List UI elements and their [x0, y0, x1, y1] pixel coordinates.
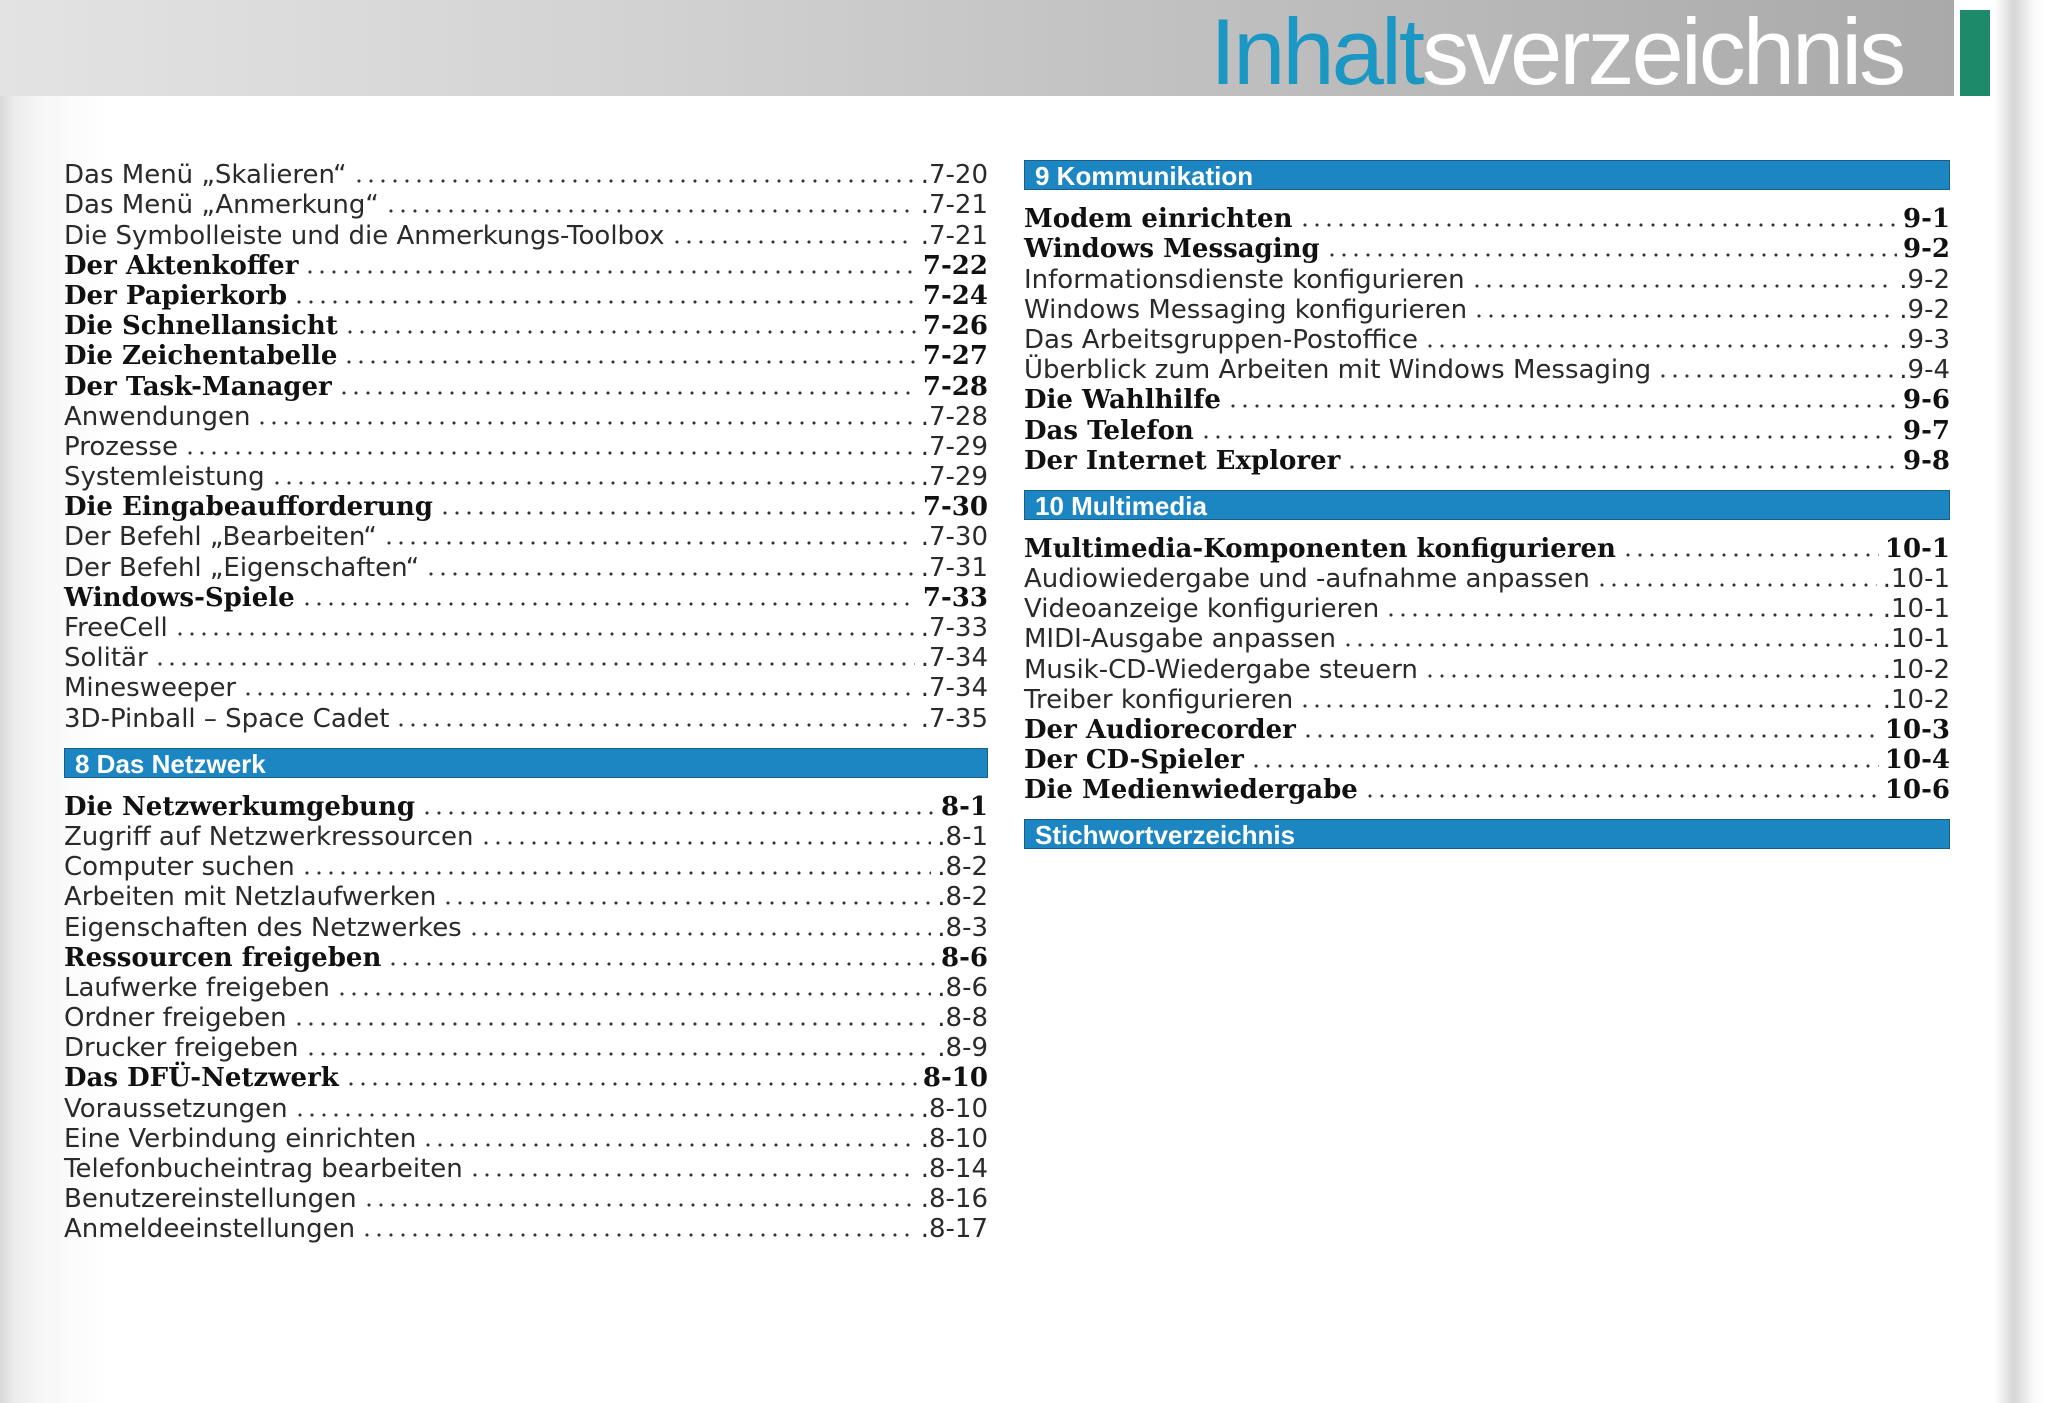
dot-leader — [271, 481, 915, 485]
toc-entry-major — [1024, 446, 1950, 476]
toc-entry-label: Der Internet Explorer — [1024, 445, 1341, 476]
toc-entry-page: 10-6 — [1884, 775, 1950, 806]
toc-entry-page: 9-6 — [1903, 385, 1950, 416]
dot-leader — [1227, 404, 1897, 408]
toc-entry-page: .8-10 — [920, 1123, 988, 1154]
dot-leader — [301, 602, 917, 606]
dot-leader — [293, 1022, 932, 1026]
toc-entry — [64, 1003, 988, 1033]
toc-entry — [64, 643, 988, 673]
dot-leader — [301, 871, 931, 875]
dot-leader — [425, 572, 915, 576]
toc-entry-label: Der Aktenkoffer — [64, 250, 299, 281]
toc-entry — [1024, 594, 1950, 624]
toc-entry — [1024, 654, 1950, 684]
toc-entry-label: Systemleistung — [64, 462, 265, 493]
toc-entry-label: 3D-Pinball – Space Cadet — [64, 703, 390, 734]
toc-entry — [64, 432, 988, 462]
dot-leader — [480, 841, 932, 845]
toc-entry-page: .9-3 — [1899, 324, 1950, 355]
toc-column-left — [64, 160, 988, 1244]
toc-entry-page: .7-29 — [920, 431, 988, 462]
dot-leader — [293, 300, 917, 304]
toc-entry-page: 9-8 — [1903, 445, 1950, 476]
dot-leader — [363, 1203, 915, 1207]
toc-entry-page: 8-1 — [941, 791, 988, 822]
toc-entry-page: 10-3 — [1884, 715, 1950, 745]
toc-entry-major — [64, 492, 988, 522]
chapter-heading: Stichwortverzeichnis — [1024, 819, 1950, 849]
toc-entry — [64, 1093, 988, 1123]
toc-entry-page: .8-8 — [937, 1003, 988, 1034]
toc-entry — [64, 613, 988, 643]
toc-entry-major — [1024, 385, 1950, 415]
toc-entry — [64, 1214, 988, 1244]
toc-entry-page: .7-34 — [920, 643, 988, 674]
toc-entry-label: Drucker freigeben — [64, 1033, 299, 1064]
dot-leader — [345, 1082, 917, 1086]
dot-leader — [174, 632, 915, 636]
toc-entry-page: 7-28 — [922, 371, 988, 402]
toc-entry-label: Das DFÜ-Netzwerk — [64, 1063, 339, 1094]
dot-leader — [1326, 253, 1897, 257]
toc-entry — [64, 973, 988, 1003]
toc-entry-page: .7-35 — [920, 703, 988, 734]
toc-entry — [64, 402, 988, 432]
toc-entry-label: Computer suchen — [64, 852, 295, 883]
toc-entry-page: 7-33 — [922, 582, 988, 613]
toc-entry-major — [1024, 775, 1950, 805]
toc-entry-major — [64, 251, 988, 281]
toc-entry-page: .9-2 — [1899, 264, 1950, 295]
dot-leader — [442, 901, 931, 905]
dot-leader — [1250, 764, 1879, 768]
dot-leader — [1424, 674, 1877, 678]
register-tab — [1960, 10, 1990, 96]
dot-leader — [361, 1233, 915, 1237]
toc-entry — [64, 462, 988, 492]
toc-entry-page: .8-10 — [920, 1093, 988, 1124]
toc-entry-label: Der Papierkorb — [64, 280, 288, 311]
toc-entry-label: Zugriff auf Netzwerkressourcen — [64, 821, 474, 852]
toc-entry-page: .8-1 — [937, 821, 988, 852]
toc-entry-label: Die Symbolleiste und die Anmerkungs-Toolbox — [64, 220, 665, 251]
toc-entry-label: Benutzereinstellungen — [64, 1184, 357, 1215]
toc-entry — [64, 160, 988, 190]
page-edge — [1954, 0, 2048, 1403]
toc-entry-label: MIDI-Ausgabe anpassen — [1024, 624, 1337, 655]
toc-entry-major — [1024, 234, 1950, 264]
toc-entry-page: 10-1 — [1884, 533, 1950, 564]
toc-entry-major — [64, 281, 988, 311]
dot-leader — [1200, 435, 1897, 439]
dot-leader — [468, 932, 932, 936]
toc-entry-major — [1024, 415, 1950, 445]
toc-entry — [1024, 264, 1950, 294]
toc-entry-label: Die Medienwiedergabe — [1024, 775, 1358, 806]
dot-leader — [305, 1052, 932, 1056]
dot-leader — [304, 270, 917, 274]
dot-leader — [1424, 344, 1893, 348]
dot-leader — [1346, 465, 1897, 469]
dot-leader — [671, 240, 915, 244]
toc-entry-label: Laufwerke freigeben — [64, 972, 330, 1003]
dot-leader — [383, 541, 915, 545]
toc-entry — [64, 822, 988, 852]
dot-leader — [1299, 704, 1876, 708]
toc-entry — [64, 673, 988, 703]
toc-entry-major — [64, 341, 988, 371]
dot-leader — [338, 391, 917, 395]
toc-entry — [1024, 295, 1950, 325]
page-title-part1: Inhalt — [1210, 0, 1422, 104]
toc-entry-major — [64, 792, 988, 822]
toc-entry-page: .10-1 — [1882, 624, 1950, 655]
toc-entry-label: Treiber konfigurieren — [1024, 684, 1294, 715]
toc-entry-label: Der Befehl „Bearbeiten“ — [64, 522, 377, 553]
toc-entry-label: Arbeiten mit Netzlaufwerken — [64, 882, 437, 913]
chapter-heading: 8 Das Netzwerk — [64, 748, 988, 778]
dot-leader — [387, 962, 935, 966]
toc-entry-page: .8-17 — [920, 1214, 988, 1245]
toc-entry-label: Überblick zum Arbeiten mit Windows Messaging — [1024, 355, 1652, 386]
chapter-heading: 10 Multimedia — [1024, 490, 1950, 520]
toc-entry-label: Das Telefon — [1024, 415, 1194, 446]
toc-entry-page: .10-1 — [1882, 594, 1950, 625]
dot-leader — [336, 992, 931, 996]
toc-entry-page: 8-10 — [922, 1063, 988, 1094]
toc-entry-label: Minesweeper — [64, 673, 237, 704]
toc-entry-label: Ressourcen freigeben — [64, 942, 382, 973]
toc-entry-label: Das Menü „Skalieren“ — [64, 160, 347, 191]
toc-entry-label: Die Wahlhilfe — [1024, 385, 1221, 416]
toc-entry-label: Eine Verbindung einrichten — [64, 1123, 417, 1154]
toc-entry — [64, 852, 988, 882]
dot-leader — [242, 692, 915, 696]
toc-entry — [64, 1124, 988, 1154]
toc-entry-label: Die Schnellansicht — [64, 311, 338, 342]
toc-entry-major — [1024, 715, 1950, 745]
dot-leader — [1385, 613, 1876, 617]
toc-entry-major — [1024, 745, 1950, 775]
toc-entry-label: Musik-CD-Wiedergabe steuern — [1024, 654, 1418, 685]
toc-entry-page: .9-4 — [1899, 355, 1950, 386]
toc-entry-label: Windows Messaging — [1024, 234, 1320, 265]
toc-entry-page: .8-14 — [920, 1154, 988, 1184]
toc-entry-major — [64, 943, 988, 973]
dot-leader — [154, 662, 915, 666]
toc-entry-label: Anmeldeeinstellungen — [64, 1214, 356, 1245]
dot-leader — [421, 811, 935, 815]
dot-leader — [344, 330, 917, 334]
toc-entry-page: .7-34 — [920, 673, 988, 704]
toc-entry-page: 10-4 — [1884, 745, 1950, 776]
toc-entry-label: Der Task-Manager — [64, 371, 332, 402]
toc-entry-label: Das Menü „Anmerkung“ — [64, 190, 379, 221]
chapter-heading: 9 Kommunikation — [1024, 160, 1950, 190]
toc-entry — [1024, 355, 1950, 385]
toc-entry-label: Voraussetzungen — [64, 1093, 288, 1124]
toc-entry-label: Windows-Spiele — [64, 582, 295, 613]
toc-entry-label: Das Arbeitsgruppen-Postoffice — [1024, 324, 1418, 355]
toc-entry — [64, 703, 988, 733]
toc-entry-page: 7-24 — [922, 280, 988, 311]
toc-entry — [1024, 564, 1950, 594]
toc-entry-label: Ordner freigeben — [64, 1003, 287, 1034]
toc-entry-label: Die Eingabeaufforderung — [64, 492, 433, 523]
page-title — [1210, 2, 1903, 102]
toc-entry-major — [64, 311, 988, 341]
toc-entry-page: 9-2 — [1903, 234, 1950, 265]
toc-entry-page: .8-2 — [937, 852, 988, 883]
dot-leader — [353, 179, 915, 183]
toc-entry-label: Solitär — [64, 643, 148, 674]
toc-entry-label: Windows Messaging konfigurieren — [1024, 294, 1468, 325]
toc-entry-major — [1024, 534, 1950, 564]
toc-entry-page: .7-29 — [920, 462, 988, 493]
toc-entry-page: .7-21 — [920, 220, 988, 251]
toc-entry-page: .10-2 — [1882, 654, 1950, 685]
toc-entry-label: Videoanzeige konfigurieren — [1024, 594, 1380, 625]
toc-entry-label: Audiowiedergabe und -aufnahme anpassen — [1024, 564, 1590, 595]
toc-entry-page: .7-33 — [920, 613, 988, 643]
toc-entry-label: Informationsdienste konfigurieren — [1024, 264, 1465, 295]
toc-entry-label: Die Netzwerkumgebung — [64, 791, 416, 822]
dot-leader — [1302, 734, 1879, 738]
toc-entry-label: FreeCell — [64, 613, 168, 643]
toc-entry-page: .7-20 — [920, 160, 988, 191]
dot-leader — [385, 209, 915, 213]
toc-entry-page: .8-9 — [937, 1033, 988, 1064]
toc-entry — [64, 912, 988, 942]
toc-entry-page: .10-2 — [1882, 684, 1950, 715]
toc-column-right — [1024, 160, 1950, 863]
toc-entry-page: 7-26 — [922, 311, 988, 342]
toc-entry-page: .9-2 — [1899, 294, 1950, 325]
dot-leader — [1342, 643, 1877, 647]
toc-entry-label: Der Audiorecorder — [1024, 715, 1296, 745]
toc-entry-label: Die Zeichentabelle — [64, 341, 338, 372]
dot-leader — [1622, 553, 1879, 557]
dot-leader — [1473, 314, 1893, 318]
toc-entry-page: .7-21 — [920, 190, 988, 221]
dot-leader — [422, 1143, 914, 1147]
toc-entry-page: .8-16 — [920, 1184, 988, 1215]
toc-entry — [1024, 325, 1950, 355]
toc-entry — [64, 1033, 988, 1063]
toc-entry-page: .10-1 — [1882, 564, 1950, 595]
toc-entry — [1024, 624, 1950, 654]
dot-leader — [294, 1113, 915, 1117]
toc-entry-page: .7-30 — [920, 522, 988, 553]
dot-leader — [184, 451, 915, 455]
toc-entry-label: Eigenschaften des Netzwerkes — [64, 912, 462, 943]
toc-entry-label: Prozesse — [64, 431, 178, 462]
dot-leader — [439, 511, 917, 515]
toc-entry-major — [64, 371, 988, 401]
toc-entry-page: 7-30 — [922, 492, 988, 523]
toc-entry-label: Der Befehl „Eigenschaften“ — [64, 552, 420, 583]
dot-leader — [395, 723, 914, 727]
toc-entry-page: .8-2 — [937, 882, 988, 913]
toc-entry-label: Der CD-Spieler — [1024, 745, 1244, 776]
toc-entry-page: .8-6 — [937, 972, 988, 1003]
dot-leader — [1657, 374, 1893, 378]
toc-entry — [64, 1184, 988, 1214]
toc-entry-label: Multimedia-Komponenten konfigurieren — [1024, 533, 1616, 564]
toc-entry — [64, 882, 988, 912]
toc-entry-page: 7-22 — [922, 250, 988, 281]
dot-leader — [1364, 794, 1879, 798]
toc-entry-page: 9-1 — [1903, 204, 1950, 235]
toc-entry — [64, 1154, 988, 1184]
toc-entry — [64, 190, 988, 220]
toc-entry-page: .8-3 — [937, 912, 988, 943]
dot-leader — [256, 421, 914, 425]
toc-entry-label: Modem einrichten — [1024, 204, 1293, 235]
toc-entry-page: 8-6 — [941, 942, 988, 973]
toc-entry — [64, 552, 988, 582]
toc-entry-label: Telefonbucheintrag bearbeiten — [64, 1154, 463, 1184]
toc-entry-major — [1024, 204, 1950, 234]
dot-leader — [469, 1173, 915, 1177]
toc-entry-page: 9-7 — [1903, 415, 1950, 446]
toc-entry-page: 7-27 — [922, 341, 988, 372]
toc-entry-label: Anwendungen — [64, 401, 251, 432]
dot-leader — [343, 360, 916, 364]
dot-leader — [1596, 583, 1877, 587]
toc-entry-major — [64, 583, 988, 613]
toc-entry-major — [64, 1063, 988, 1093]
toc-entry-page: .7-28 — [920, 401, 988, 432]
page-title-part2: sverzeichnis — [1421, 0, 1904, 104]
toc-entry — [64, 220, 988, 250]
toc-entry — [64, 522, 988, 552]
dot-leader — [1299, 223, 1898, 227]
toc-entry-page: .7-31 — [920, 552, 988, 583]
dot-leader — [1471, 284, 1894, 288]
toc-entry — [1024, 685, 1950, 715]
